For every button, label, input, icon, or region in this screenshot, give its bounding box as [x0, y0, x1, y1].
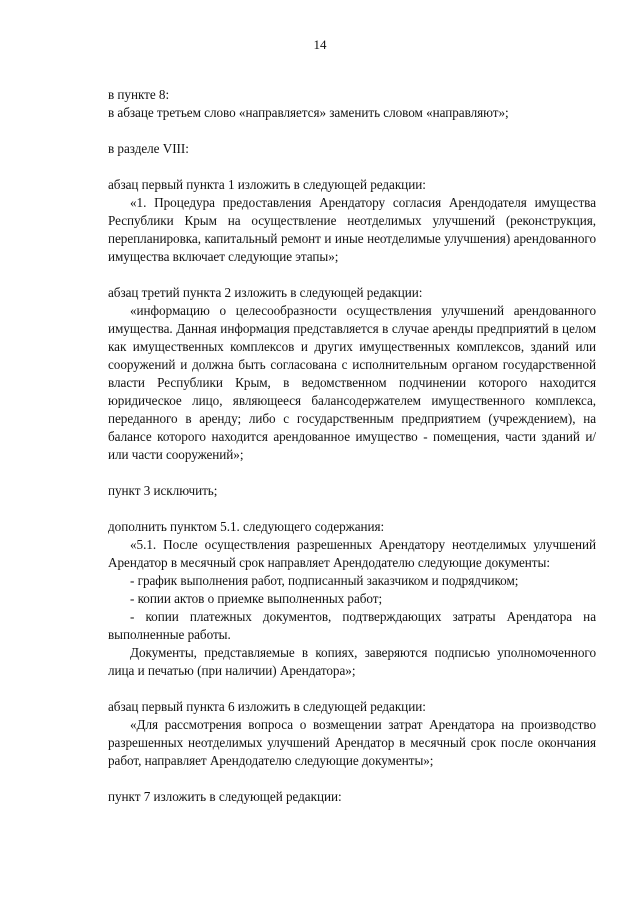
document-body [108, 86, 596, 806]
paragraph: пункт 7 изложить в следующей редакции: [108, 789, 342, 804]
page-number: 14 [313, 37, 327, 52]
paragraph: абзац первый пункта 6 изложить в следующей редакции: [108, 699, 426, 714]
paragraph: Документы, представляемые в копиях, заверяются подписью уполномоченного лица и печатью (при наличии) Арендатора»; [108, 645, 596, 678]
paragraph: «информацию о целесообразности осуществления улучшений арендованного имущества. Данная информация представляется в случае аренды предприятий в целом как имущественных комплексов и других имущественных комплексов, зданий или сооружений и должна быть согласована с исполнительным органом государственной власти Республики Крым, в ведомственном подчинении которого находится юридическое лицо, являющееся балансодержателем имущественного комплекса, переданного в аренду; либо с государственным предприятием (учреждением), на балансе которого находится арендованное имущество - помещения, части зданий и/или части сооружений»; [108, 303, 596, 462]
list-item: - копии актов о приемке выполненных работ; [130, 591, 383, 606]
paragraph: в разделе VIII: [108, 141, 189, 156]
list-item: - график выполнения работ, подписанный заказчиком и подрядчиком; [130, 573, 519, 588]
paragraph: в абзаце третьем слово «направляется» заменить словом «направляют»; [108, 105, 509, 120]
list-item: - копии платежных документов, подтверждающих затраты Арендатора на выполненные работы. [108, 609, 596, 642]
paragraph: абзац третий пункта 2 изложить в следующей редакции: [108, 285, 423, 300]
paragraph: дополнить пунктом 5.1. следующего содержания: [108, 519, 385, 534]
paragraph: в пункте 8: [108, 87, 170, 102]
paragraph: пункт 3 исключить; [108, 483, 218, 498]
paragraph: «Для рассмотрения вопроса о возмещении затрат Арендатора на производство разрешенных неотделимых улучшений Арендатор в месячный срок после окончания работ, направляет Арендодателю следующие документы»; [108, 717, 596, 768]
paragraph: абзац первый пункта 1 изложить в следующей редакции: [108, 177, 426, 192]
paragraph: «1. Процедура предоставления Арендатору согласия Арендодателя имущества Республики Крым на осуществление неотделимых улучшений (реконструкция, перепланировка, капитальный ремонт и иные неотделимые улучшения) арендованного имущества включает следующие этапы»; [108, 195, 596, 264]
paragraph: «5.1. После осуществления разрешенных Арендатору неотделимых улучшений Арендатор в месячный срок направляет Арендодателю следующие документы: [108, 537, 596, 570]
